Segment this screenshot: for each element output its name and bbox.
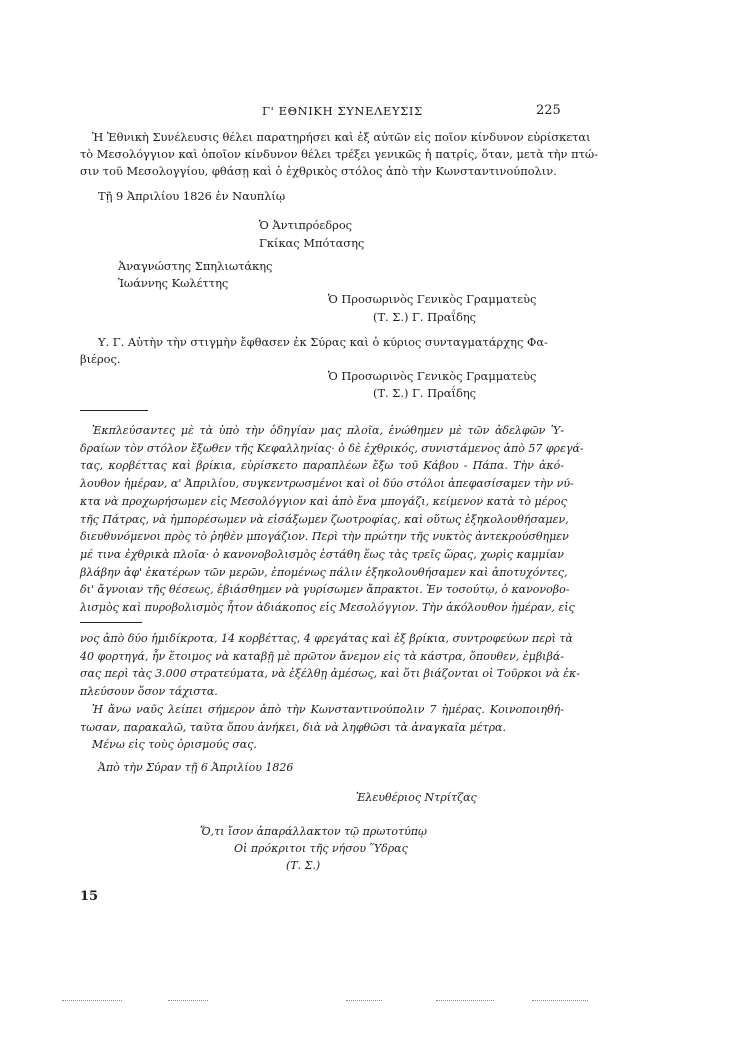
vice-president-name: Γκίκας Μπότασης [259,236,365,250]
footnote-2-line: πλεύσουν ὅσον τάχιστα. [80,685,218,699]
scan-artifact [62,1000,122,1001]
scan-artifact [346,1000,382,1001]
footnote-2-line: σας περὶ τὰς 3.000 στρατεύματα, νὰ ἐξέλθῃ ἀμέσως, καὶ ὅτι βιάζονται οἱ Τοῦρκοι νὰ ἐκ- [80,667,580,681]
footnote-1-line: δι' ἄγνοιαν τῆς θέσεως, ἐβιάσθημεν νὰ γυρίσωμεν ἄπρακτοι. Ἐν τοσούτῳ, ὁ κανονοβο- [80,583,570,597]
footnote-2-line: 40 φορτηγά, ἦν ἕτοιμος νὰ καταβῇ μὲ πρῶτον ἄνεμον εἰς τὰ κάστρα, ὅπουθεν, ἐμβιβά- [80,649,564,663]
footnote-1 [80,422,584,617]
attestation-line-3: (Τ. Σ.) [286,859,321,872]
footnote-1-line: Ἐκπλεύσαντες μὲ τὰ ὑπὸ τὴν ὁδηγίαν μας πλοῖα, ἑνώθημεν μὲ τῶν ἀδελφῶν Ὑ- [92,424,564,437]
signatory-1: Ἀναγνώστης Σπηλιωτάκης [118,259,273,273]
footnote-1-line: διευθυνόμενοι πρὸς τὸ ῥηθὲν μπογάζιον. Περὶ τὴν πρώτην τῆς νυκτὸς ἀντεκρούσθημεν [80,530,569,544]
para1-line-3: σιν τοῦ Μεσολογγίου, φθάσῃ καὶ ὁ ἐχθρικὸς στόλος ἀπὸ τὴν Κωνσταντινούπολιν. [80,164,557,178]
footnote-1-line: κτα νὰ προχωρήσωμεν εἰς Μεσολόγγιον καὶ ἀπὸ ἕνα μπογάζι, κείμενον κατὰ τὸ μέρος [80,494,567,508]
secretary2-name: (Τ. Σ.) Γ. Πραΐδης [373,386,477,400]
para1-line-1: Ἡ Ἐθνικὴ Συνέλευσις θέλει παρατηρήσει καὶ ἐξ αὐτῶν εἰς ποῖον κίνδυνον εὑρίσκεται [92,130,591,144]
footnote-2-closing: Μένω εἰς τοὺς ὁρισμούς σας. [92,738,257,752]
footnote-2-author: Ἐλευθέριος Ντρίτζας [356,791,477,804]
postscript-line-1: Υ. Γ. Αὐτὴν τὴν στιγμὴν ἔφθασεν ἐκ Σύρας καὶ ὁ κύριος συνταγματάρχης Φα- [98,335,548,349]
footnote-2-line: τωσαν, παρακαλῶ, ταῦτα ὅπου ἀνήκει, διὰ νὰ ληφθῶσι τὰ ἀναγκαῖα μέτρα. [80,720,506,734]
signature-mark: 15 [80,889,99,904]
footnote-rule-1 [80,410,148,411]
secretary2-title: Ὁ Προσωρινὸς Γενικὸς Γραμματεὺς [328,369,537,383]
footnote-1-line: τας, κορβέττας καὶ βρίκια, εὑρίσκετο παραπλέων ἔξω τοῦ Κάβου - Πάπα. Τὴν ἀκό- [80,459,564,473]
footnote-1-line: μέ τινα ἐχθρικὰ πλοῖα· ὁ κανονοβολισμὸς ἐστάθη ἕως τὰς τρεῖς ὥρας, χωρὶς καμμίαν [80,547,564,561]
footnote-2 [80,630,580,754]
running-header-title: Γ' ΕΘΝΙΚΗ ΣΥΝΕΛΕΥΣΙΣ [262,104,423,118]
footnote-2-line: Ἡ ἄνω ναῦς λείπει σήμερον ἀπὸ τὴν Κωνσταντινούπολιν 7 ἡμέρας. Κοινοποιηθή- [92,702,564,716]
scan-artifact [532,1000,588,1001]
footnote-2-place-date: Ἀπὸ τὴν Σύραν τῇ 6 Ἀπριλίου 1826 [98,761,294,774]
footnote-1-line: τῆς Πάτρας, νὰ ἠμπορέσωμεν νὰ εἰσάξωμεν ζωοτροφίας, καὶ οὕτως ἐξηκολουθήσαμεν, [80,512,569,526]
para1-line-2: τὸ Μεσολόγγιον καὶ ὁποῖον κίνδυνον θέλει τρέξει γενικῶς ἡ πατρίς, ὅταν, μετὰ τὴν πτώ- [80,147,599,161]
signatory-2: Ἰωάννης Κωλέττης [118,276,229,290]
secretary-name: (Τ. Σ.) Γ. Πραΐδης [373,310,477,324]
scan-artifact [436,1000,494,1001]
attestation-line-2: Οἱ πρόκριτοι τῆς νήσου Ὕδρας [234,842,408,855]
postscript-line-2: βιέρος. [80,352,121,366]
secretary-title: Ὁ Προσωρινὸς Γενικὸς Γραμματεὺς [328,292,537,306]
footnote-1-line: λισμὸς καὶ πυροβολισμὸς ἦτον ἀδιάκοπος εἰς Μεσολόγγιον. Τὴν ἀκόλουθον ἡμέραν, εἰς [80,601,575,615]
page-number: 225 [536,103,561,118]
dateline: Τῇ 9 Ἀπριλίου 1826 ἐν Ναυπλίῳ [98,189,286,203]
footnote-1-line: δραίων τὸν στόλον ἔξωθεν τῆς Κεφαλληνίας· ὁ δὲ ἐχθρικός, συνιστάμενος ἀπὸ 57 φρεγά- [80,441,584,455]
footnote-2-line: νος ἀπὸ δύο ἡμιδίκροτα, 14 κορβέττας, 4 φρεγάτας καὶ ἐξ βρίκια, συντροφεύων περὶ τὰ [80,632,573,645]
footnote-1-line: βλάβην ἀφ' ἑκατέρων τῶν μερῶν, ἑπομένως πάλιν ἐξηκολουθήσαμεν καὶ ἀποτυχόντες, [80,565,568,579]
attestation-line-1: Ὅ,τι ἴσον ἀπαράλλακτον τῷ πρωτοτύπῳ [200,825,427,838]
footnote-rule-2 [80,622,142,623]
vice-president-title: Ὁ Ἀντιπρόεδρος [259,218,353,232]
footnote-1-line: λουθον ἡμέραν, α' Ἀπριλίου, συγκεντρωσμένοι καὶ οἱ δύο στόλοι ἀπεφασίσαμεν τὴν νύ- [80,477,574,491]
scan-artifact [168,1000,208,1001]
